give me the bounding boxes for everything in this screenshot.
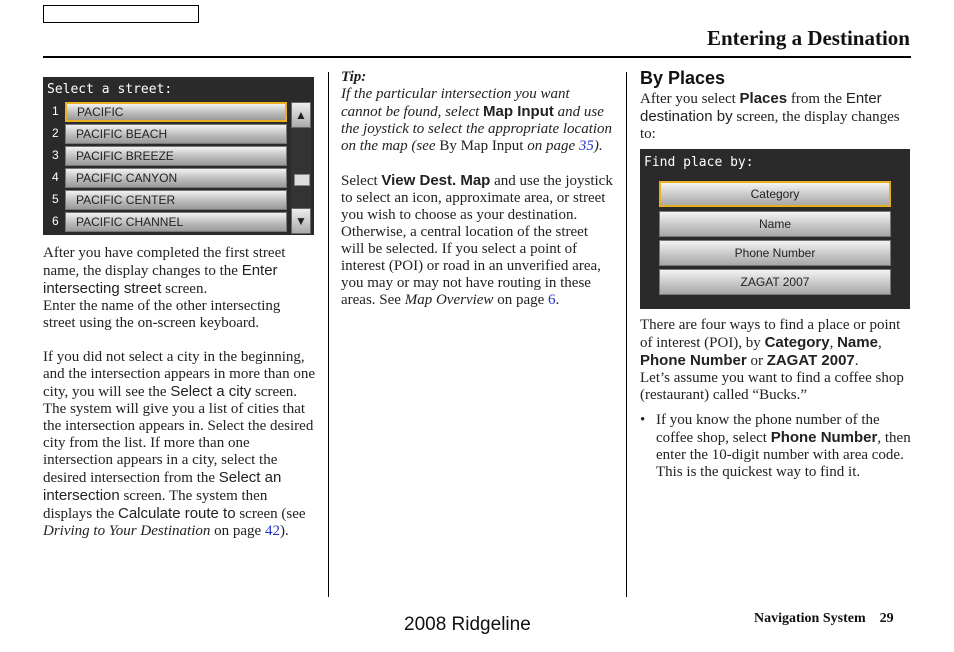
phone-number-button[interactable]: Phone Number — [659, 240, 891, 266]
street-option[interactable]: PACIFIC — [65, 102, 287, 122]
screen-header: Select a street: — [47, 82, 173, 97]
section-heading: By Places — [640, 68, 726, 88]
street-option[interactable]: PACIFIC BREEZE — [65, 146, 287, 166]
category-button[interactable]: Category — [659, 181, 891, 207]
page-number: 29 — [879, 611, 894, 626]
row-number: 1 — [52, 104, 59, 118]
row-number: 4 — [52, 170, 59, 184]
page-link[interactable]: 35 — [578, 138, 594, 154]
paragraph: After you select Places from the Enter destination by screen, the display changes to: — [640, 90, 900, 142]
street-option[interactable]: PACIFIC CENTER — [65, 190, 287, 210]
left-column — [43, 245, 315, 540]
row-number: 6 — [52, 214, 59, 228]
right-column-top — [640, 68, 912, 143]
paragraph: If you did not select a city in the beginning, and the intersection appears in more than one city, you will see the Select a city screen. The system will give you a list of cities that the intersection appears in. Select the desired city from the list. If more than one intersection appears in a city, select the desired intersection from the Select an intersection screen. The system then displays the Calculate route to screen (see Driving to Your Destination on page 42). — [43, 349, 315, 539]
vehicle-model: 2008 Ridgeline — [404, 614, 531, 635]
page-link[interactable]: 42 — [264, 523, 280, 539]
street-option[interactable]: PACIFIC CHANNEL — [65, 212, 287, 232]
row-number: 3 — [52, 148, 59, 162]
select-street-screen — [43, 77, 314, 235]
page-title: Entering a Destination — [706, 26, 910, 50]
street-option[interactable]: PACIFIC BEACH — [65, 124, 287, 144]
tip: Tip: If the particular intersection you want cannot be found, select Map Input and use the joystick to select the appropriate location on the map (see By Map Input on page 35). — [341, 69, 613, 154]
bullet-item: • If you know the phone number of the coffee shop, select Phone Number, then enter the 10-digit number with area code. This is the quickest way to find it. — [640, 412, 911, 480]
paragraph: There are four ways to find a place or point of interest (POI), by Category, Name, Phone Number or ZAGAT 2007. Let’s assume you want to find a coffee shop (restaurant) called “Bucks.” — [640, 317, 904, 403]
bullet-icon: • — [640, 412, 646, 428]
scroll-thumb[interactable] — [294, 174, 310, 186]
screen-header: Find place by: — [644, 155, 754, 170]
find-place-screen — [640, 149, 910, 309]
row-number: 5 — [52, 192, 59, 206]
header-box — [43, 5, 199, 23]
list-scrollbar[interactable] — [291, 102, 311, 234]
scroll-up-icon[interactable]: ▲ — [291, 102, 311, 128]
row-number: 2 — [52, 126, 59, 140]
footer-section: Navigation System 29 — [754, 611, 894, 626]
zagat-button[interactable]: ZAGAT 2007 — [659, 269, 891, 295]
right-column-bottom — [640, 317, 912, 481]
header-rule — [43, 56, 911, 58]
page-link[interactable]: 6 — [548, 292, 556, 308]
paragraph: Select View Dest. Map and use the joystick to select an icon, approximate area, or street you wish to choose as your destination. Otherwise, a central location of the street will be selected. If you select a point of interest (POI) or road in an unverified area, you may or may not have routing in these areas. See Map Overview on page 6. — [341, 172, 613, 308]
paragraph: After you have completed the first street name, the display changes to the Enter intersecting street screen. Enter the name of the other intersecting street using the on-screen keyboard. — [43, 245, 286, 331]
middle-column — [341, 69, 613, 309]
street-option[interactable]: PACIFIC CANYON — [65, 168, 287, 188]
scroll-down-icon[interactable]: ▼ — [291, 208, 311, 234]
column-divider-2 — [626, 72, 627, 597]
name-button[interactable]: Name — [659, 211, 891, 237]
